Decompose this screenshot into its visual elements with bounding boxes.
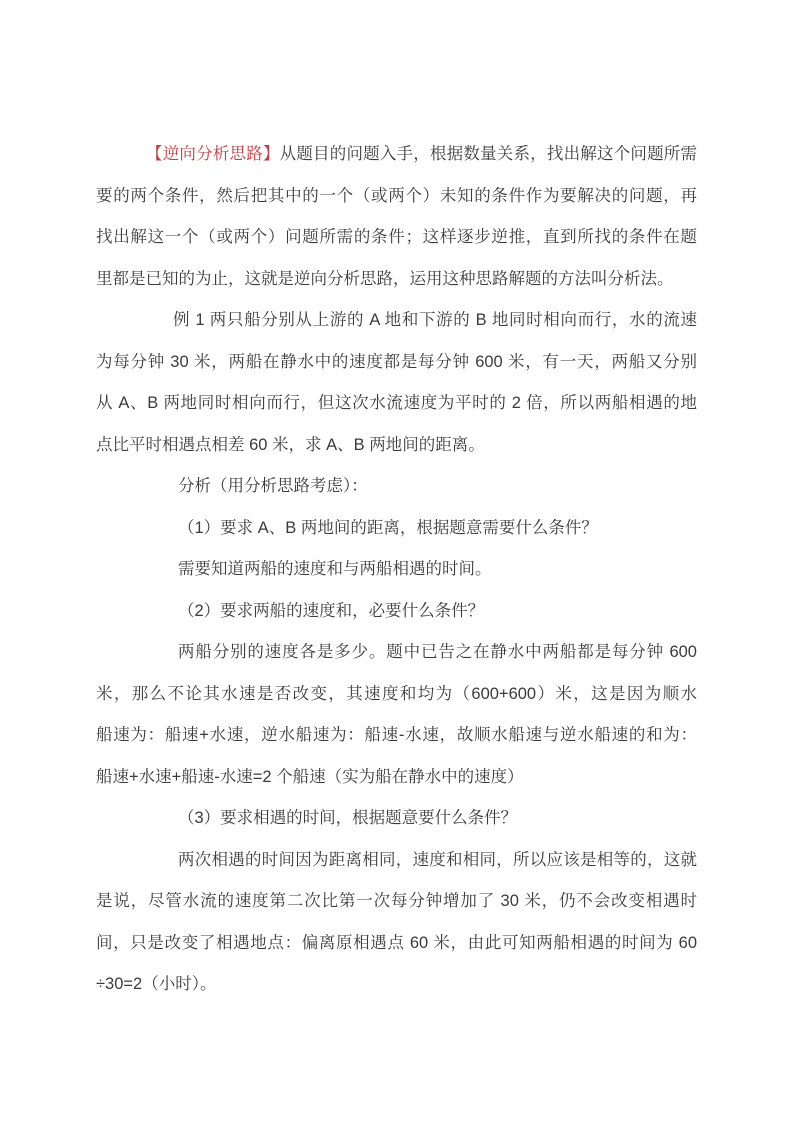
text-line: （2）要求两船的速度和，必要什么条件？ (178, 601, 485, 620)
text-line (96, 134, 697, 176)
paragraph-answer-2 (96, 632, 697, 798)
text-line: 为每分钟 30 米，两船在静水中的速度都是每分钟 600 米，有一天，两船又分别 (96, 352, 697, 371)
text-line: （1）要求 A、B 两地间的距离，根据题意需要什么条件？ (178, 518, 598, 537)
highlight-term: 【逆向分析思路】 (146, 145, 280, 163)
document-content (96, 134, 697, 1006)
text-line: 里都是已知的为止，这就是逆向分析思路，运用这种思路解题的方法叫分析法。 (96, 269, 674, 288)
text-line: 例 1 两只船分别从上游的 A 地和下游的 B 地同时相向而行，水的流速 (173, 311, 697, 329)
paragraph-analysis-heading (96, 466, 697, 508)
paragraph-question-1 (96, 508, 697, 550)
text-line: 两船分别的速度各是多少。题中已告之在静水中两船都是每分钟 600 (178, 643, 697, 661)
paragraph-answer-1 (96, 549, 697, 591)
text-line: 船速为：船速+水速，逆水船速为：船速-水速，故顺水船速与逆水船速的和为： (96, 726, 697, 744)
paragraph-question-3 (96, 798, 697, 840)
text-line: 点比平时相遇点相差 60 米，求 A、B 两地间的距离。 (96, 435, 485, 454)
text-line: 需要知道两船的速度和与两船相遇的时间。 (178, 560, 492, 578)
text-line: （3）要求相遇的时间，根据题意要什么条件？ (178, 809, 518, 827)
text-line: 是说，尽管水流的速度第二次比第一次每分钟增加了 30 米，仍不会改变相遇时 (96, 892, 697, 910)
text-run: 从题目的问题入手，根据数量关系，找出解这个问题所需 (279, 145, 697, 163)
paragraph-example-1 (96, 300, 697, 466)
paragraph-question-2 (96, 591, 697, 633)
text-line: 找出解这一个（或两个）问题所需的条件；这样逐步逆推，直到所找的条件在题 (96, 228, 697, 246)
text-line: 间，只是改变了相遇地点：偏离原相遇点 60 米，由此可知两船相遇的时间为 60 (96, 933, 697, 952)
text-line: ÷30=2（小时）。 (96, 975, 217, 993)
text-line: 两次相遇的时间因为距离相同，速度和相同，所以应该是相等的，这就 (178, 850, 697, 869)
paragraph-definition (96, 134, 697, 300)
text-line: 要的两个条件，然后把其中的一个（或两个）未知的条件作为要解决的问题，再 (96, 186, 697, 205)
text-line: 船速+水速+船速-水速=2 个船速（实为船在静水中的速度） (96, 767, 524, 786)
text-line: 米，那么不论其水速是否改变，其速度和均为（600+600）米，这是因为顺水 (96, 684, 697, 703)
paragraph-answer-3 (96, 840, 697, 1006)
text-line: 分析（用分析思路考虑）： (178, 477, 368, 495)
text-line: 从 A、B 两地同时相向而行，但这次水流速度为平时的 2 倍，所以两船相遇的地 (96, 394, 697, 412)
